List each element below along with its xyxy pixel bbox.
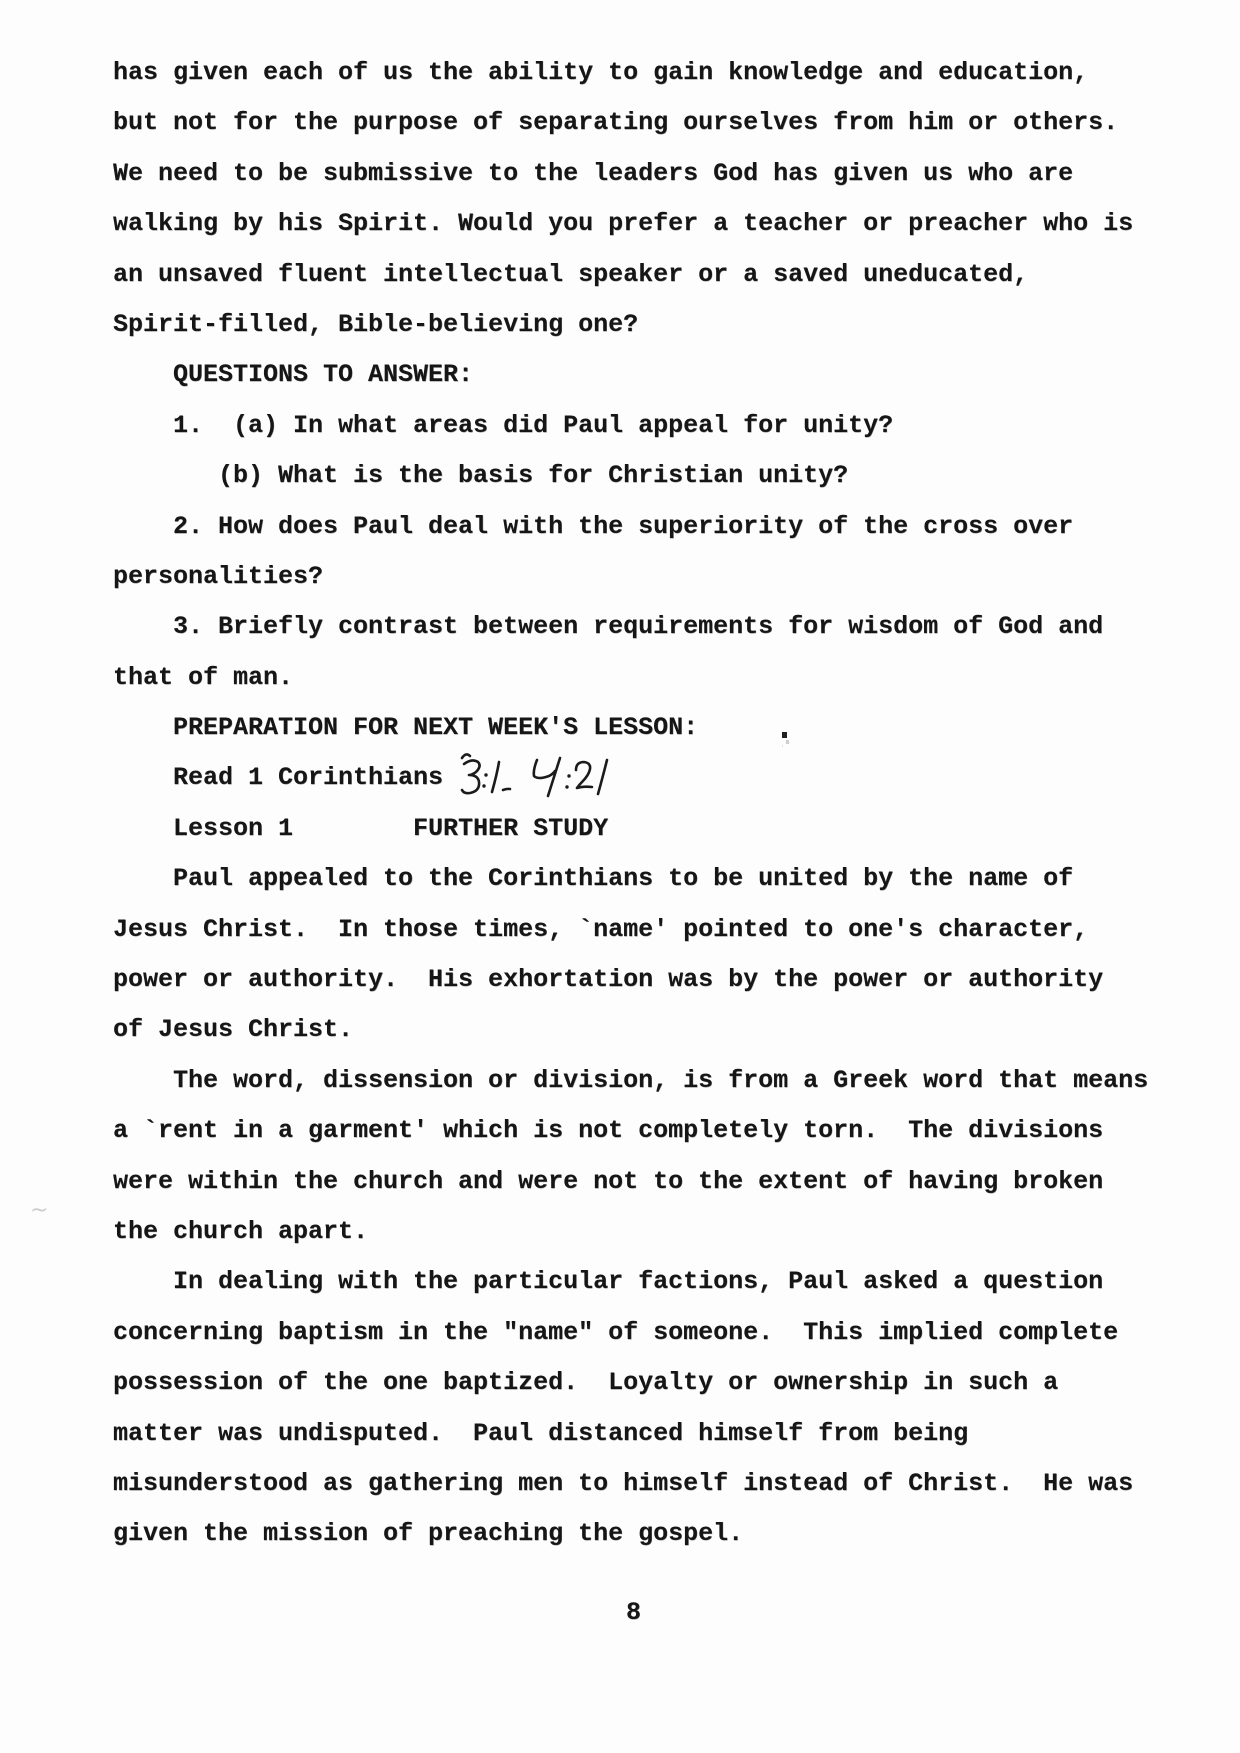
text-line-9: (b) What is the basis for Christian unity? [113,461,849,491]
handwriting-stroke [462,754,470,758]
text-line-2: but not for the purpose of separating ourselves from him or others. [113,108,1119,138]
text-line-19: power or authority. His exhortation was by the power or authority [113,965,1104,995]
text-line-17: Paul appealed to the Corinthians to be united by the name of [113,864,1074,894]
text-line-18: Jesus Christ. In those times, `name' pointed to one's character, [113,914,1089,944]
handwriting-stroke [576,762,592,788]
text-line-14: PREPARATION FOR NEXT WEEK'S LESSON: [113,713,699,743]
text-line-16: Lesson 1 FURTHER STUDY [113,813,609,843]
text-line-27: possession of the one baptized. Loyalty or ownership in such a [113,1368,1059,1398]
text-line-3: We need to be submissive to the leaders God has given us who are [113,158,1074,188]
handwriting-stroke [503,789,510,790]
handwriting-stroke [482,784,485,787]
handwriting-stroke [534,760,555,778]
handwriting-stroke [484,773,487,776]
text-line-1: has given each of us the ability to gain knowledge and education, [113,58,1089,87]
text-line-30: given the mission of preaching the gospel. [113,1519,744,1549]
text-line-23: were within the church and were not to the extent of having broken [113,1166,1104,1196]
handwriting-stroke [565,785,568,788]
handwriting-stroke [492,762,499,792]
handwriting-stroke [462,760,480,793]
text-line-28: matter was undisputed. Paul distanced himself from being [113,1418,969,1448]
text-line-6: Spirit-filled, Bible-believing one? [113,309,639,339]
text-line-4: walking by his Spirit. Would you prefer a teacher or preacher who is [113,209,1134,239]
text-line-8: 1. (a) In what areas did Paul appeal for unity? [113,410,894,440]
text-line-20: of Jesus Christ. [113,1015,354,1045]
text-line-12: 3. Briefly contrast between requirements for wisdom of God and [113,612,1104,642]
text-line-29: misunderstood as gathering men to himself instead of Christ. He was [113,1468,1134,1498]
text-line-25: In dealing with the particular factions, Paul asked a question [113,1267,1104,1297]
text-line-26: concerning baptism in the "name" of someone. This implied complete [113,1317,1119,1347]
text-line-7: QUESTIONS TO ANSWER: [113,360,474,390]
scan-speck [782,732,787,738]
page-number: 8 [626,1598,642,1627]
scan-smudge: ~ [30,1198,49,1223]
typewritten-body [113,48,1193,1560]
text-line-11: personalities? [113,561,324,591]
text-line-5: an unsaved fluent intellectual speaker or a saved uneducated, [113,259,1029,289]
handwritten-scripture-reference [452,750,627,808]
text-line-10: 2. How does Paul deal with the superiority of the cross over [113,511,1074,541]
text-line-15: Read 1 Corinthians [113,763,444,793]
text-line-22: a `rent in a garment' which is not completely torn. The divisions [113,1116,1104,1146]
text-line-24: the church apart. [113,1216,369,1246]
handwriting-stroke [567,774,570,777]
handwriting-stroke [598,760,607,794]
text-line-21: The word, dissension or division, is from a Greek word that means [113,1065,1149,1095]
text-line-13: that of man. [113,662,294,692]
